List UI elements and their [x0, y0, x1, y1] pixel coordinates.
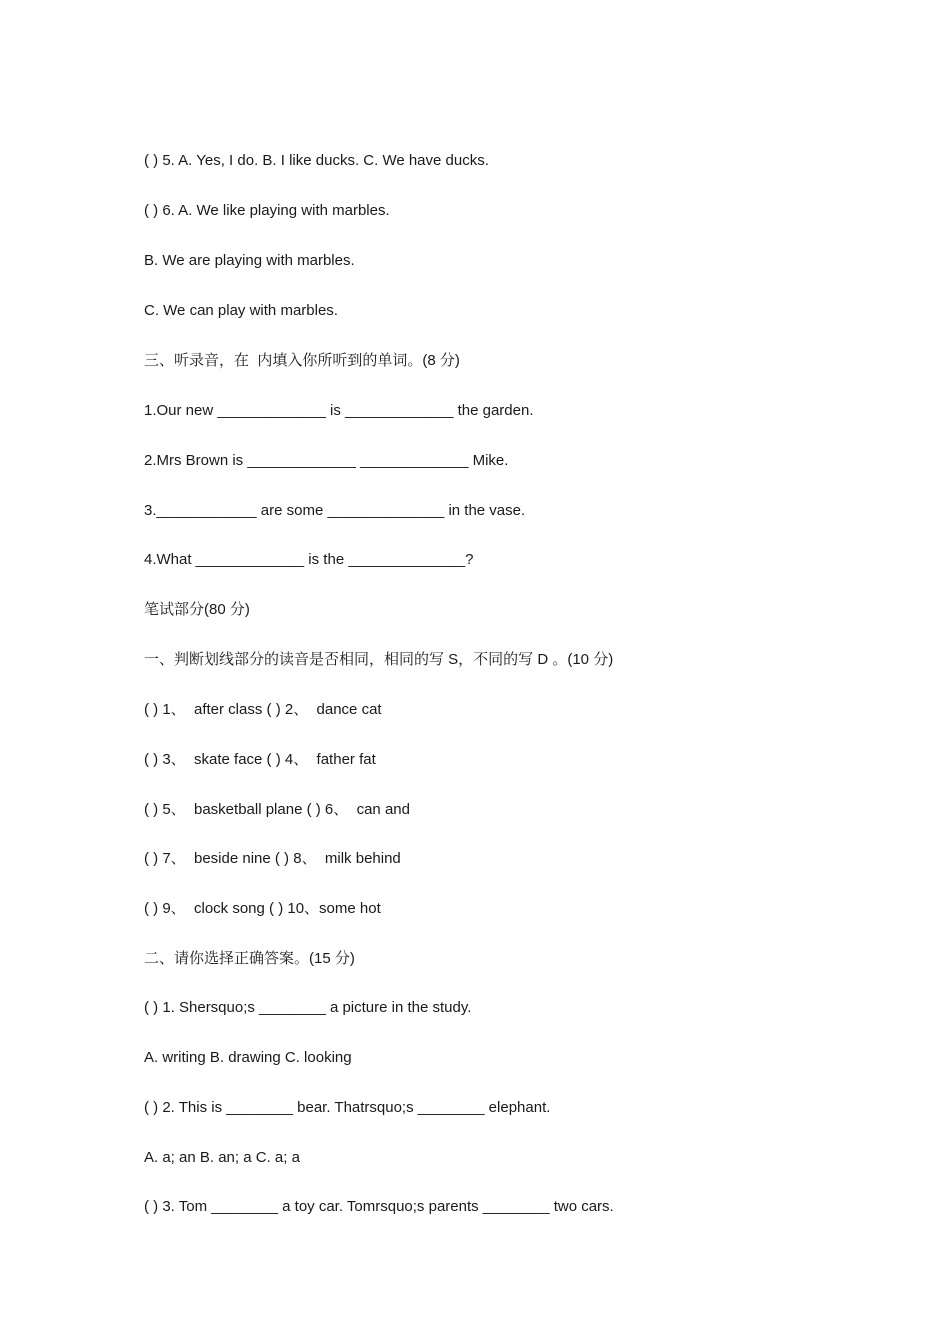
- written-section-2-heading: 二、请你选择正确答案。(15 分): [144, 950, 355, 967]
- written-section-1-heading: 一、判断划线部分的读音是否相同，相同的写 S，不同的写 D 。(10 分): [144, 651, 614, 668]
- pronunciation-row-1: ( ) 1、 after class ( ) 2、 dance cat: [144, 701, 382, 718]
- choice-question-1-options: A. writing B. drawing C. looking: [144, 1049, 352, 1066]
- choice-question-2-options: A. a; an B. an; a C. a; a: [144, 1149, 300, 1166]
- fill-blank-4: 4.What _____________ is the ______________?: [144, 551, 474, 568]
- choice-question-2: ( ) 2. This is ________ bear. Thatrsquo;s ________ elephant.: [144, 1099, 551, 1116]
- choice-question-1: ( ) 1. Shersquo;s ________ a picture in the study.: [144, 999, 472, 1016]
- fill-blank-2: 2.Mrs Brown is _____________ _____________ Mike.: [144, 452, 509, 469]
- fill-blank-3: 3.____________ are some ______________ in the vase.: [144, 502, 526, 519]
- fill-blank-1: 1.Our new _____________ is _____________ the garden.: [144, 402, 534, 419]
- section-3-heading: 三、听录音，在 内填入你所听到的单词。(8 分): [144, 352, 460, 369]
- pronunciation-row-2: ( ) 3、 skate face ( ) 4、 father fat: [144, 751, 376, 768]
- listening-question-6-option-b: B. We are playing with marbles.: [144, 252, 355, 269]
- listening-question-6: ( ) 6. A. We like playing with marbles.: [144, 202, 390, 219]
- pronunciation-row-4: ( ) 7、 beside nine ( ) 8、 milk behind: [144, 850, 401, 867]
- listening-question-6-option-c: C. We can play with marbles.: [144, 302, 338, 319]
- pronunciation-row-5: ( ) 9、 clock song ( ) 10、some hot: [144, 900, 381, 917]
- written-part-heading: 笔试部分(80 分): [144, 601, 250, 618]
- listening-question-5: ( ) 5. A. Yes, I do. B. I like ducks. C. We have ducks.: [144, 152, 489, 169]
- pronunciation-row-3: ( ) 5、 basketball plane ( ) 6、 can and: [144, 801, 410, 818]
- choice-question-3: ( ) 3. Tom ________ a toy car. Tomrsquo;s parents ________ two cars.: [144, 1198, 614, 1215]
